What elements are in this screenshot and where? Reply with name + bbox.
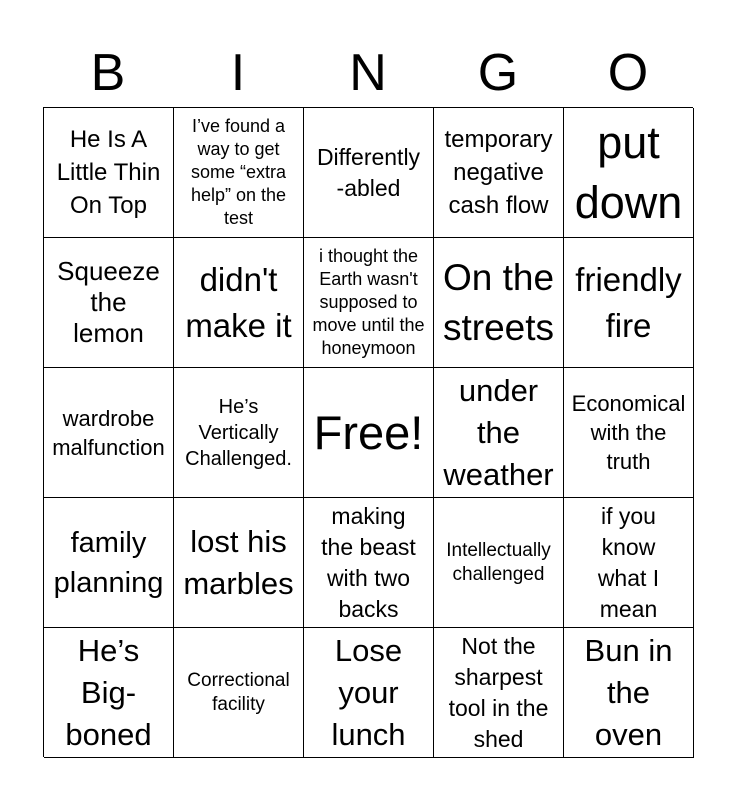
bingo-cell[interactable] bbox=[44, 238, 174, 368]
header-letter-n: N bbox=[349, 44, 387, 102]
cell-text: He’s Big- boned bbox=[65, 632, 152, 752]
bingo-cell[interactable] bbox=[174, 108, 304, 238]
bingo-cell[interactable] bbox=[564, 498, 694, 628]
bingo-cell[interactable] bbox=[434, 368, 564, 498]
bingo-cell[interactable] bbox=[174, 238, 304, 368]
cell-text: if you know what I mean bbox=[597, 502, 660, 622]
header-letter-o: O bbox=[607, 44, 649, 102]
cell-text: under the weather bbox=[443, 372, 554, 492]
bingo-cell[interactable] bbox=[434, 498, 564, 628]
bingo-cell[interactable] bbox=[174, 628, 304, 758]
header-letter-g: G bbox=[477, 44, 519, 102]
cell-text: He’s Vertically Challenged. bbox=[185, 395, 292, 470]
bingo-cell[interactable] bbox=[564, 238, 694, 368]
cell-text: I’ve found a way to get some “extra help” on the test bbox=[190, 116, 287, 228]
free-space[interactable] bbox=[304, 368, 434, 498]
cell-text: family planning bbox=[53, 526, 164, 599]
cell-text: put down bbox=[574, 116, 683, 228]
header-letter-b: B bbox=[90, 44, 126, 102]
bingo-cell[interactable] bbox=[434, 108, 564, 238]
bingo-cell[interactable] bbox=[174, 368, 304, 498]
cell-text: Intellectually challenged bbox=[446, 539, 551, 585]
cell-text: Free! bbox=[313, 405, 424, 459]
cell-text: Bun in the oven bbox=[584, 632, 673, 752]
cell-text: Differently -abled bbox=[316, 143, 421, 201]
cell-text: didn't make it bbox=[185, 260, 292, 344]
bingo-cell[interactable] bbox=[434, 238, 564, 368]
cell-text: Not the sharpest tool in the shed bbox=[448, 632, 549, 752]
bingo-cell[interactable] bbox=[44, 108, 174, 238]
cell-text: making the beast with two backs bbox=[321, 502, 416, 622]
bingo-cell[interactable] bbox=[44, 498, 174, 628]
bingo-cell[interactable] bbox=[304, 498, 434, 628]
cell-text: Lose your lunch bbox=[331, 632, 406, 752]
bingo-cell[interactable] bbox=[434, 628, 564, 758]
bingo-cell[interactable] bbox=[174, 498, 304, 628]
cell-text: On the streets bbox=[442, 256, 555, 348]
bingo-card bbox=[43, 107, 693, 757]
header-letter-i: I bbox=[230, 44, 246, 102]
cell-text: He Is A Little Thin On Top bbox=[56, 126, 161, 219]
bingo-cell[interactable] bbox=[304, 628, 434, 758]
bingo-cell[interactable] bbox=[304, 238, 434, 368]
cell-text: wardrobe malfunction bbox=[52, 405, 165, 460]
cell-text: Correctional facility bbox=[187, 669, 290, 715]
cell-text: lost his marbles bbox=[183, 523, 294, 601]
cell-text: i thought the Earth wasn't supposed to move until the honeymoon bbox=[312, 246, 425, 358]
cell-text: Economical with the truth bbox=[571, 391, 686, 474]
cell-text: Squeeze the lemon bbox=[57, 256, 160, 348]
bingo-cell[interactable] bbox=[564, 628, 694, 758]
bingo-cell[interactable] bbox=[564, 108, 694, 238]
bingo-cell[interactable] bbox=[304, 108, 434, 238]
bingo-cell[interactable] bbox=[44, 628, 174, 758]
bingo-cell[interactable] bbox=[564, 368, 694, 498]
bingo-cell[interactable] bbox=[44, 368, 174, 498]
bingo-header bbox=[43, 38, 693, 108]
cell-text: temporary negative cash flow bbox=[444, 126, 553, 219]
cell-text: friendly fire bbox=[575, 260, 682, 344]
